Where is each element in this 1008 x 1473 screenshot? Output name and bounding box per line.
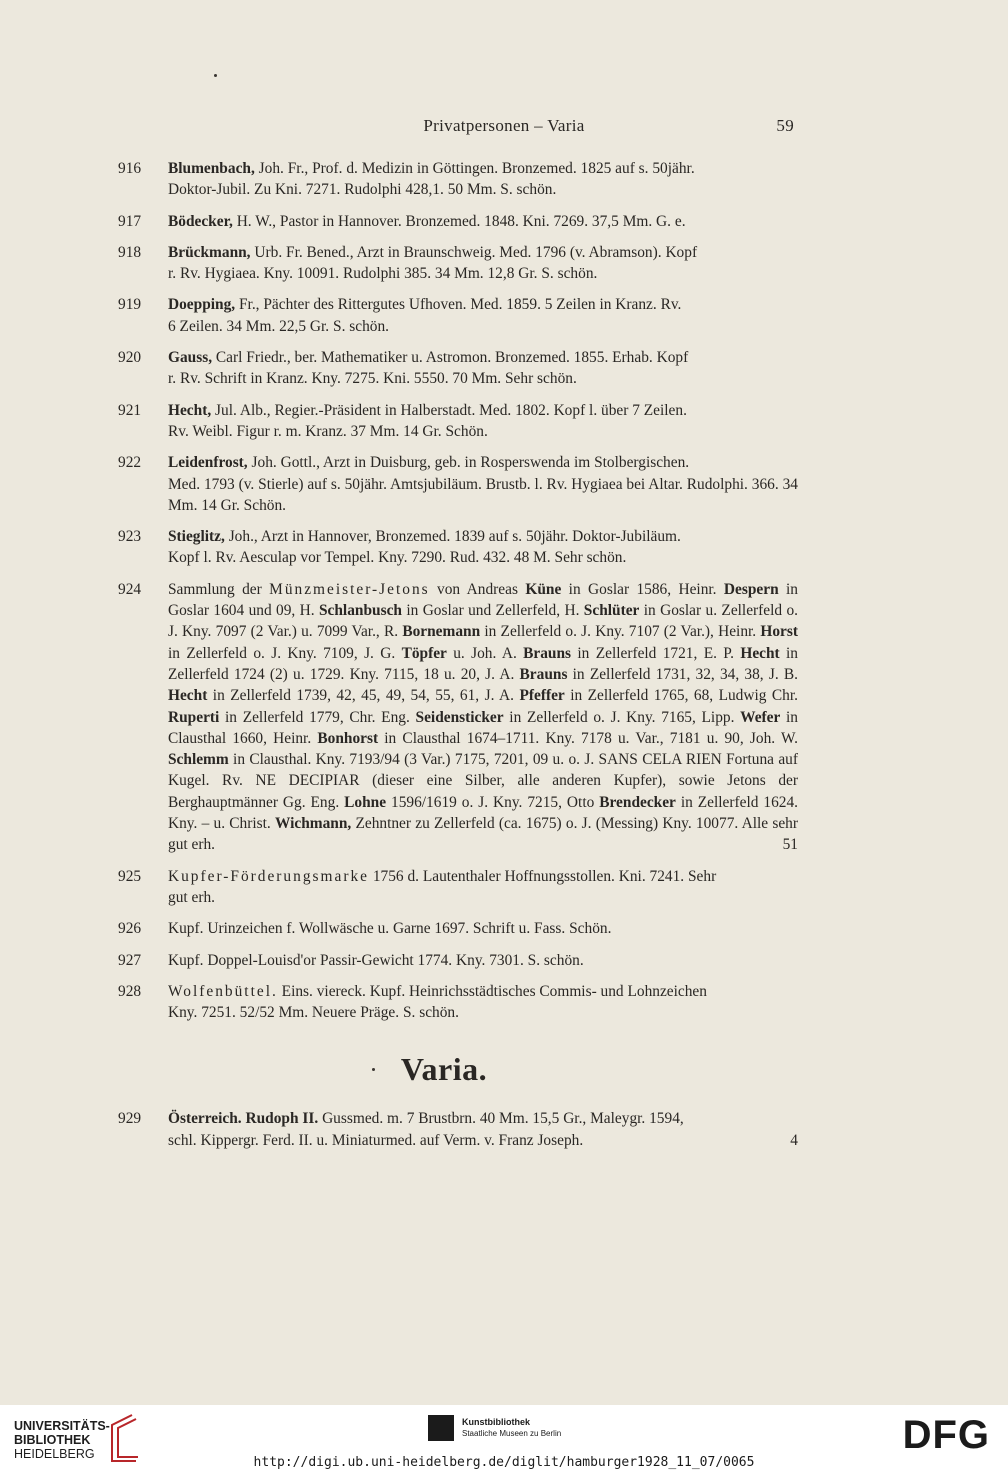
entry-continuation: Rv. Weibl. Figur r. m. Kranz. 37 Mm. 14 Gr. Schön. [168,422,488,440]
entry-number: 928 [118,982,142,1000]
entry-name: Gauss, [168,349,213,367]
catalogue-entry-929 [118,1108,798,1151]
entry-text: Kupf. Doppel-Louisd'or Passir-Gewicht 1774. Kny. 7301. S. schön. [168,951,584,969]
catalogue-entry-922 [118,452,798,516]
maker-name: Pfeffer [519,687,565,705]
digitization-footer [0,1405,1008,1473]
maker-name: Despern [723,580,779,598]
catalogue-entry-924 [118,579,798,856]
entry-text: Joh. Gottl., Arzt in Duisburg, geb. in Rosperswenda im Stolbergischen. [247,454,690,472]
entry-number: 922 [118,454,142,472]
entry-continuation: gut erh. [168,888,216,906]
section-heading: Varia. [400,1051,488,1088]
kunstbibliothek-mark-icon [428,1415,454,1441]
catalogue-entries [118,158,798,1161]
maker-name: Horst [760,623,798,641]
catalogue-entry-919 [118,294,798,337]
maker-name: Lohne [344,793,387,811]
entry-number: 926 [118,920,142,938]
entry-text: Sammlung der Münzmeister-Jetons von Andreas Küne in Goslar 1586, Heinr. Despern in Goslar 1604 und 09, H. Schlanbusch in Goslar und Zellerfeld, H. Schlüter in Goslar u. Zellerfeld o. J. Kny. 7097 (2 Var.) u. 7099 Var., R. Bornemann in Zellerfeld o. J. Kny. 7107 (2 Var.), Heinr. Horst in Zellerfeld o. J. Kny. 7109, J. G. Töpfer u. Joh. A. Brauns in Zellerfeld 1721, E. P. Hecht in Zellerfeld 1724 (2) u. 1729. Kny. 7115, 18 u. 20, J. A. Brauns in Zellerfeld 1731, 32, 34, 38, J. B. Hecht in Zellerfeld 1739, 42, 45, 49, 54, 55, 61, J. A. Pfeffer in Zellerfeld 1765, 68, Ludwig Chr. Ruperti in Zellerfeld 1779, Chr. Eng. Seidensticker in Zellerfeld o. J. Kny. 7165, Lipp. Wefer in Clausthal 1660, Heinr. Bonhorst in Clausthal 1674–1711. Kny. 7178 u. Var., 7181 u. 90, Joh. W. Schlemm in Clausthal. Kny. 7193/94 (3 Var.) 7175, 7201, 09 u. o. J. SANS CELA RIEN Fortuna auf Kugel. Rv. NE DECIPIAR (dieser eine Silber, alle anderen Kupfer), sowie Jetons der Berghauptmänner Gg. Eng. Lohne 1596/1619 o. J. Kny. 7215, Otto Brendecker in Zellerfeld 1624. Kny. – u. Christ. Wichmann, Zehntner zu Zellerfeld (ca. 1675) o. J. (Messing) Kny. 10077. Alle sehr gut erh. 51 [168,579,798,856]
catalogue-entry-916 [118,158,798,201]
catalogue-entry-926 [118,918,798,939]
maker-name: Hecht [168,687,208,705]
entry-number: 916 [118,160,142,177]
catalogue-entry-923 [118,526,798,569]
catalogue-entry-928 [118,981,798,1024]
entry-continuation: 6 Zeilen. 34 Mm. 22,5 Gr. S. schön. [168,317,390,335]
entry-name: Bödecker, [168,212,233,230]
catalogue-entry-920 [118,347,798,390]
entry-text: Urb. Fr. Bened., Arzt in Braunschweig. Med. 1796 (v. Abramson). Kopf [250,243,698,261]
catalogue-entry-917 [118,211,798,232]
entry-text: Carl Friedr., ber. Mathematiker u. Astromon. Bronzemed. 1855. Erhab. Kopf [212,349,689,367]
catalogue-entry-921 [118,400,798,443]
entry-continuation: Kny. 7251. 52/52 Mm. Neuere Präge. S. schön. [168,1004,459,1022]
maker-name: Küne [525,580,562,598]
entry-name: Hecht, [168,401,212,419]
entry-number: 917 [118,212,142,230]
maker-name: Wichmann, [274,815,352,833]
entry-text: Joh., Arzt in Hannover, Bronzemed. 1839 auf s. 50jähr. Doktor-Jubiläum. [224,528,681,546]
entry-name: Doepping, [168,296,236,314]
entry-number: 924 [118,580,142,598]
entry-continuation: Med. 1793 (v. Stierle) auf s. 50jähr. Amtsjubiläum. Brustb. l. Rv. Hygiaea bei Altar. Rudolphi. 366. 34 Mm. 14 Gr. Schön. [168,475,798,514]
spaced-heading: Kupfer-Förderungsmarke [168,867,369,885]
entry-name: Leidenfrost, [168,454,248,472]
catalogue-entry-925 [118,866,798,909]
catalogue-entry-927 [118,950,798,971]
kb-logo-title: Kunstbibliothek [462,1417,530,1427]
maker-name: Schlanbusch [318,602,402,620]
maker-name: Hecht [740,644,780,662]
maker-name: Schlüter [583,602,640,620]
entry-price: 51 [782,836,798,854]
maker-name: Ruperti [168,708,220,726]
entry-number: 921 [118,401,142,419]
entry-continuation: r. Rv. Hygiaea. Kny. 10091. Rudolphi 385. 34 Mm. 12,8 Gr. S. schön. [168,265,598,283]
entry-number: 918 [118,243,142,261]
entry-text: Joh. Fr., Prof. d. Medizin in Göttingen. Bronzemed. 1825 auf s. 50jähr. [254,160,695,177]
entry-number: 929 [118,1110,142,1128]
entry-price: 4 [790,1131,798,1149]
entry-number: 927 [118,951,142,969]
entry-text: Jul. Alb., Regier.-Präsident in Halberstadt. Med. 1802. Kopf l. über 7 Zeilen. [211,401,687,419]
ub-logo-line: UNIVERSITÄTS- [14,1419,110,1433]
entry-continuation: Kopf l. Rv. Aesculap vor Tempel. Kny. 7290. Rud. 432. 48 M. Sehr schön. [168,549,627,567]
maker-name: Wefer [740,708,781,726]
kb-logo-subtitle: Staatliche Museen zu Berlin [462,1429,562,1438]
scan-speck [214,74,217,77]
maker-name: Töpfer [401,644,447,662]
maker-name: Brendecker [599,793,676,811]
entry-text: Eins. viereck. Kupf. Heinrichsstädtisches Commis- und Lohnzeichen [277,982,707,1000]
entry-text: Gussmed. m. 7 Brustbrn. 40 Mm. 15,5 Gr., Maleygr. 1594, [318,1110,684,1128]
running-header [0,116,1008,136]
maker-name: Seidensticker [415,708,504,726]
entry-name: Brückmann, [168,243,251,261]
entry-name: Österreich. Rudoph II. [168,1110,319,1128]
maker-name: Brauns [523,644,572,662]
entry-name: Stieglitz, [168,528,225,546]
dfg-logo[interactable]: DFG [902,1413,990,1457]
entry-number: 920 [118,349,142,367]
entry-text: 1756 d. Lautenthaler Hoffnungsstollen. Kni. 7241. Sehr [368,867,717,885]
permalink-url[interactable]: http://digi.ub.uni-heidelberg.de/diglit/hamburger1928_11_07/0065 [253,1455,755,1470]
maker-name: Schlemm [168,751,229,769]
entry-number: 925 [118,867,142,885]
entry-continuation: schl. Kippergr. Ferd. II. u. Miniaturmed. auf Verm. v. Franz Joseph. [168,1131,584,1149]
maker-name: Bonhorst [317,729,379,747]
maker-name: Bornemann [402,623,481,641]
ub-logo-line: BIBLIOTHEK [14,1433,91,1447]
entry-text: Fr., Pächter des Rittergutes Ufhoven. Med. 1859. 5 Zeilen in Kranz. Rv. [235,296,682,314]
entry-name: Blumenbach, [168,160,255,177]
entry-continuation: r. Rv. Schrift in Kranz. Kny. 7275. Kni. 5550. 70 Mm. Sehr schön. [168,370,577,388]
entry-text: Kupf. Urinzeichen f. Wollwäsche u. Garne 1697. Schrift u. Fass. Schön. [168,920,612,938]
spaced-heading: Münzmeister-Jetons [269,580,430,598]
running-title: Privatpersonen – Varia [423,116,585,135]
scan-speck [372,1068,375,1071]
catalogue-entry-918 [118,242,798,285]
entry-continuation: Doktor-Jubil. Zu Kni. 7271. Rudolphi 428,1. 50 Mm. S. schön. [168,181,557,199]
page-number: 59 [776,116,794,135]
maker-name: Brauns [519,665,568,683]
entry-number: 919 [118,296,142,314]
spaced-heading: Wolfenbüttel. [168,982,278,1000]
ub-logo-line: HEIDELBERG [14,1447,95,1461]
entry-text: H. W., Pastor in Hannover. Bronzemed. 1848. Kni. 7269. 37,5 Mm. G. e. [232,212,686,230]
entry-number: 923 [118,528,142,546]
